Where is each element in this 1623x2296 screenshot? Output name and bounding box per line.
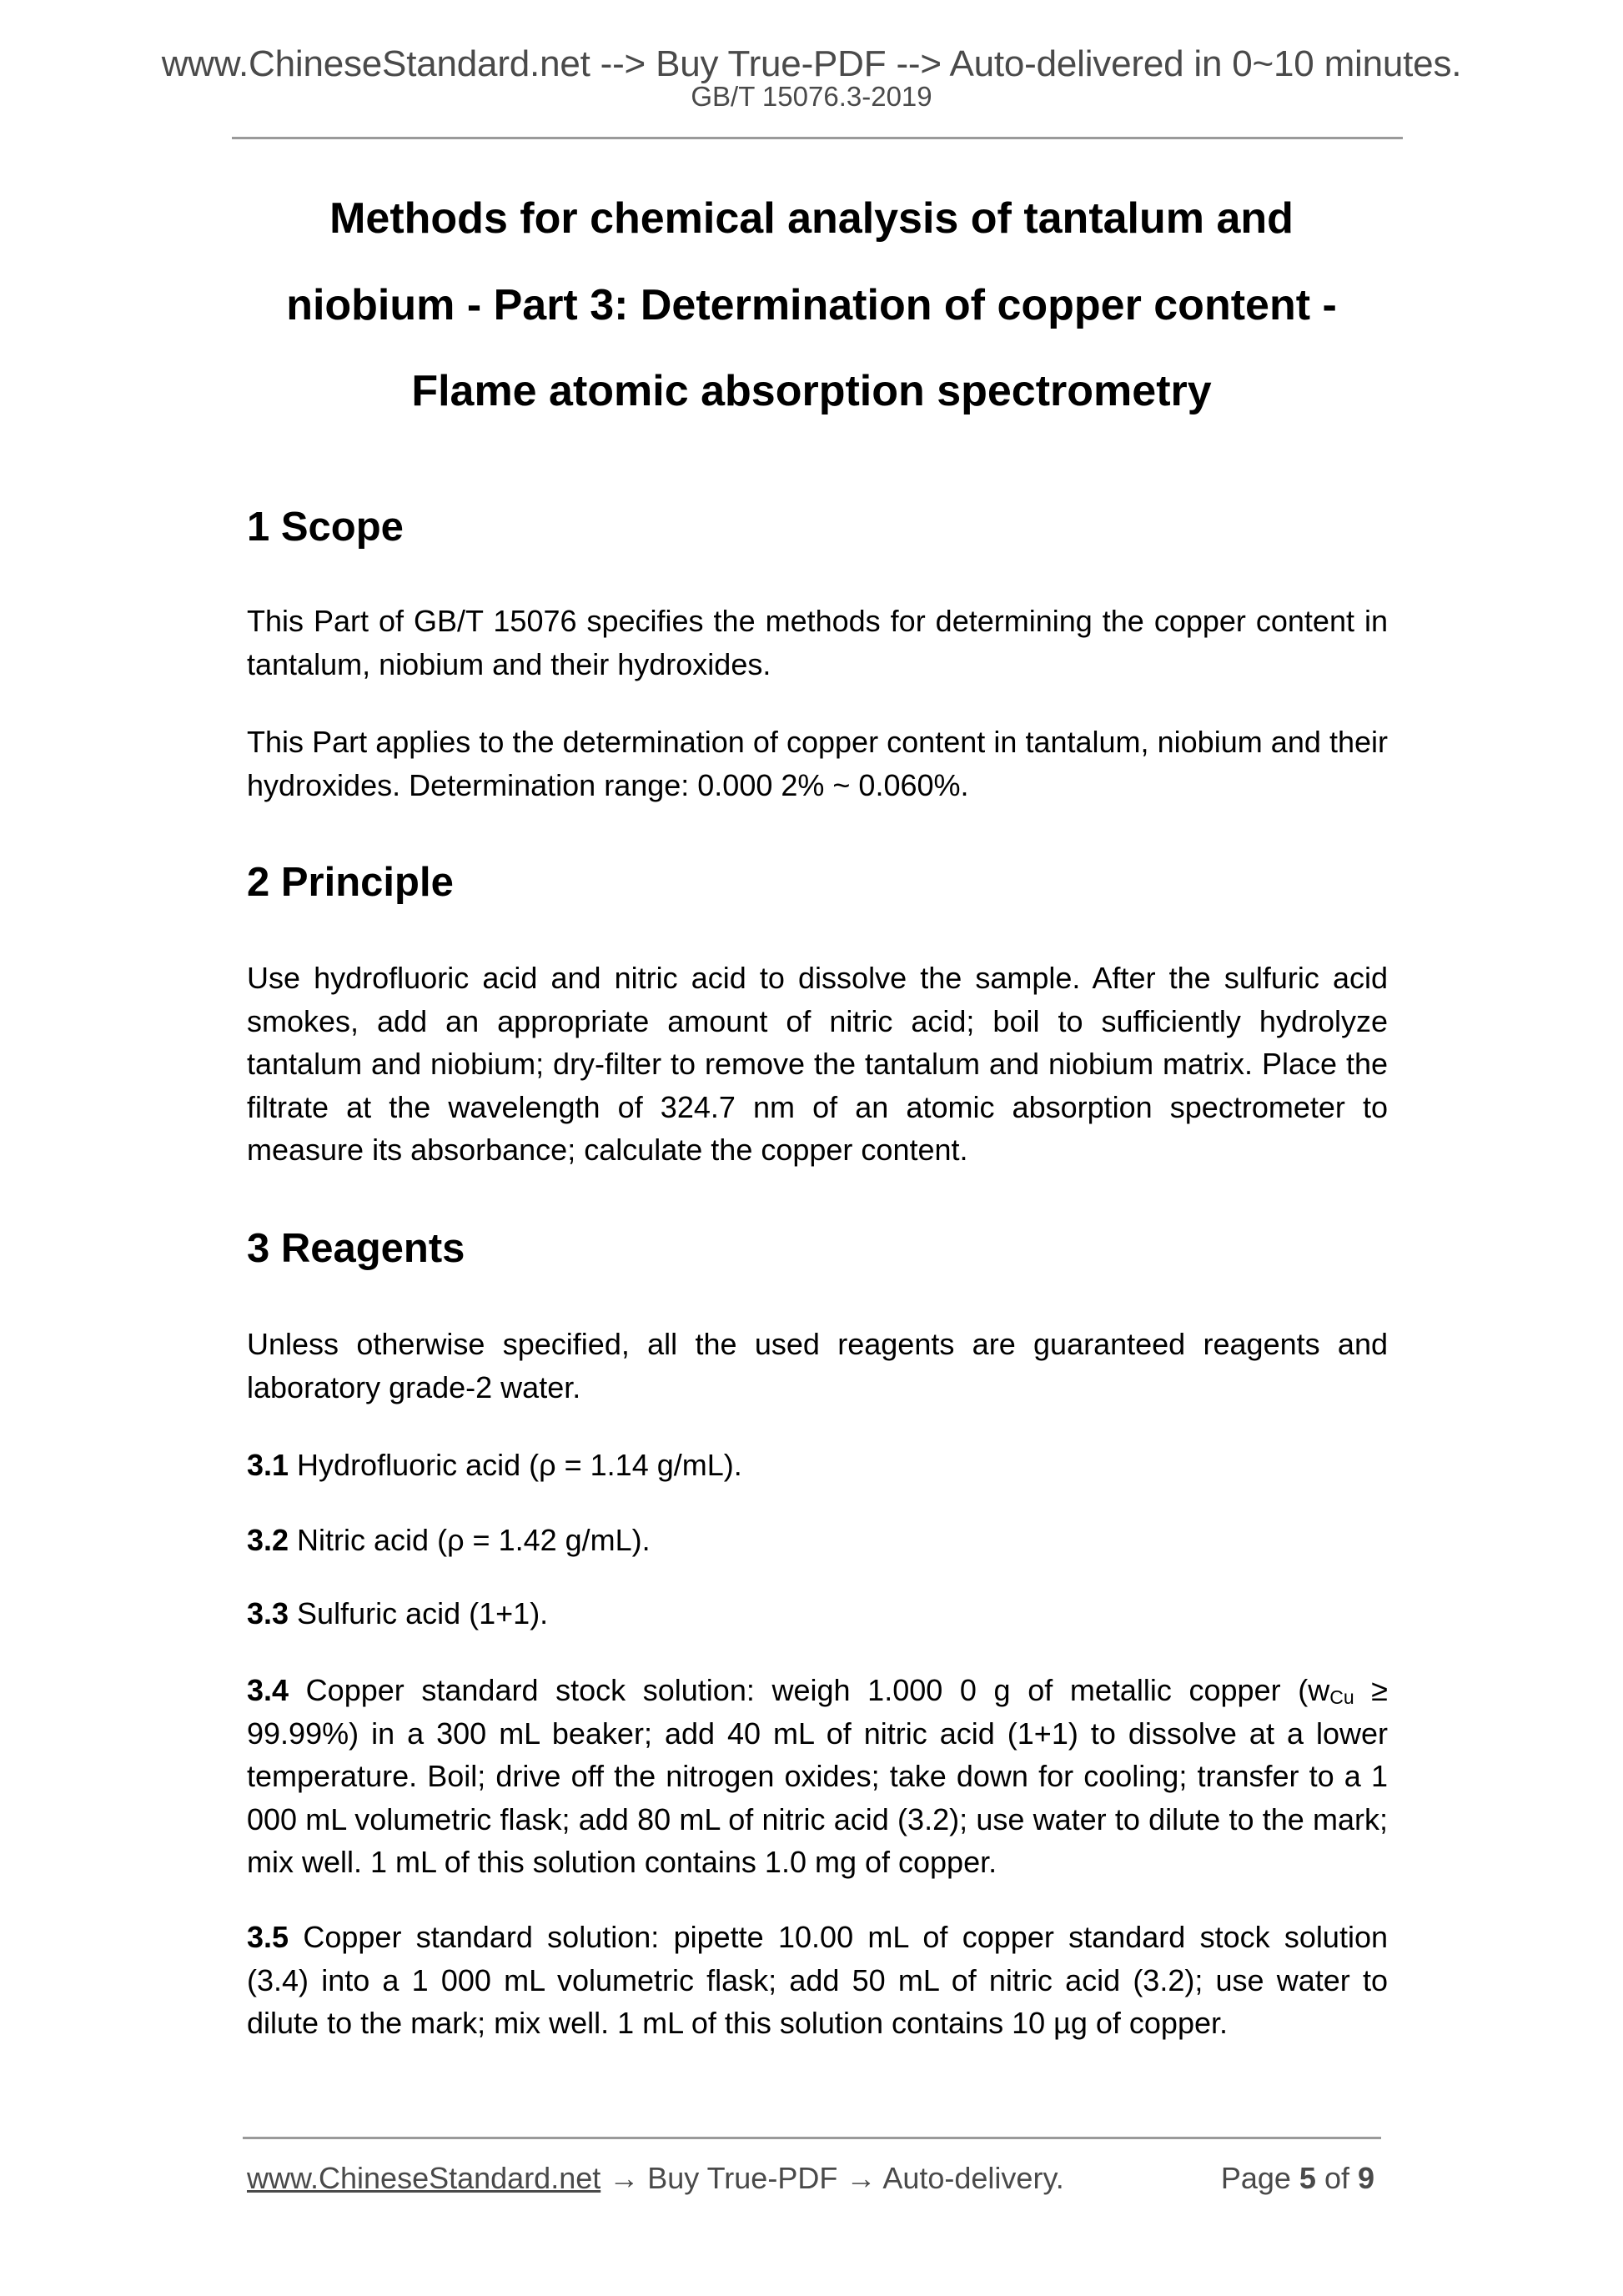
principle-paragraph: Use hydrofluoric acid and nitric acid to dissolve the sample. After the sulfuric acid smokes, add an appropriate amount of nitric acid; boil to sufficiently hydrolyze tantalum and niobium; dry-filter to remove the tantalum and niobium matrix. Place the filtrate at the wavelength of 324.7 nm of an atomic absorption spectrometer to measure its absorbance; calculate the copper content.	[247, 961, 1388, 1167]
document-code: GB/T 15076.3-2019	[691, 81, 932, 112]
clause-number: 3.4	[247, 1673, 289, 1707]
clause-number: 3.2	[247, 1523, 289, 1557]
page-of: of	[1315, 2161, 1358, 2195]
footer-delivery-text: → Auto-delivery.	[846, 2161, 1064, 2195]
section-heading-principle: 2 Principle	[247, 860, 454, 905]
scope-paragraph-2: This Part applies to the determination of copper content in tantalum, niobium and their hydroxides. Determination range: 0.000 2% ~ 0.060%.	[247, 725, 1388, 802]
clause-text: Nitric acid (ρ = 1.42 g/mL).	[289, 1523, 651, 1557]
clause-text: Copper standard solution: pipette 10.00 mL of copper standard stock solution (3.4) into a 1 000 mL volumetric flask; add 50 mL of nitric acid (3.2); use water to dilute to the mark; mix well. 1 mL of this solution contains 10 µg of copper.	[247, 1920, 1388, 2040]
page-indicator	[1221, 2160, 1374, 2197]
reagents-intro: Unless otherwise specified, all the used reagents are guaranteed reagents and laboratory grade-2 water.	[247, 1327, 1388, 1404]
reagent-item-3-5	[247, 1916, 1388, 2045]
page-current: 5	[1299, 2161, 1316, 2195]
reagent-item-3-1	[247, 1444, 1388, 1487]
reagent-item-3-4	[247, 1669, 1388, 1884]
reagent-item-3-2	[247, 1519, 1388, 1562]
clause-text: Hydrofluoric acid (ρ = 1.14 g/mL).	[289, 1448, 742, 1482]
document-title-line-2: niobium - Part 3: Determination of copper content -	[286, 281, 1337, 329]
page-footer	[247, 2160, 1381, 2197]
clause-text-continued: ≥ 99.99%) in a 300 mL beaker; add 40 mL of nitric acid (1+1) to dissolve at a lower temperature. Boil; drive off the nitrogen oxides; take down for cooling; transfer to a 1 000 mL volumetric flask; add 80 mL of nitric acid (3.2); use water to dilute to the mark; mix well. 1 mL of this solution contains 1.0 mg of copper.	[247, 1673, 1388, 1879]
document-title-line-1: Methods for chemical analysis of tantalum and	[329, 194, 1294, 243]
section-heading-scope: 1 Scope	[247, 505, 404, 550]
clause-text: Copper standard stock solution: weigh 1.000 0 g of metallic copper (w	[289, 1673, 1330, 1707]
section-heading-reagents: 3 Reagents	[247, 1226, 465, 1271]
clause-number: 3.3	[247, 1596, 289, 1630]
footer-buy-text: → Buy True-PDF	[600, 2161, 847, 2195]
clause-number: 3.1	[247, 1448, 289, 1482]
header-banner: www.ChineseStandard.net --> Buy True-PDF --> Auto-delivered in 0~10 minutes.	[161, 43, 1462, 84]
footer-site-link[interactable]: www.ChineseStandard.net	[247, 2161, 601, 2195]
scope-paragraph-1: This Part of GB/T 15076 specifies the methods for determining the copper content in tantalum, niobium and their hydroxides.	[247, 604, 1388, 681]
header-divider	[232, 137, 1403, 139]
subscript-cu: Cu	[1329, 1686, 1354, 1708]
page-total: 9	[1357, 2161, 1374, 2195]
clause-text: Sulfuric acid (1+1).	[289, 1596, 549, 1630]
document-title-line-3: Flame atomic absorption spectrometry	[411, 367, 1212, 415]
clause-number: 3.5	[247, 1920, 289, 1954]
footer-divider	[243, 2137, 1381, 2139]
page-label: Page	[1220, 2161, 1299, 2195]
reagent-item-3-3	[247, 1592, 1388, 1635]
